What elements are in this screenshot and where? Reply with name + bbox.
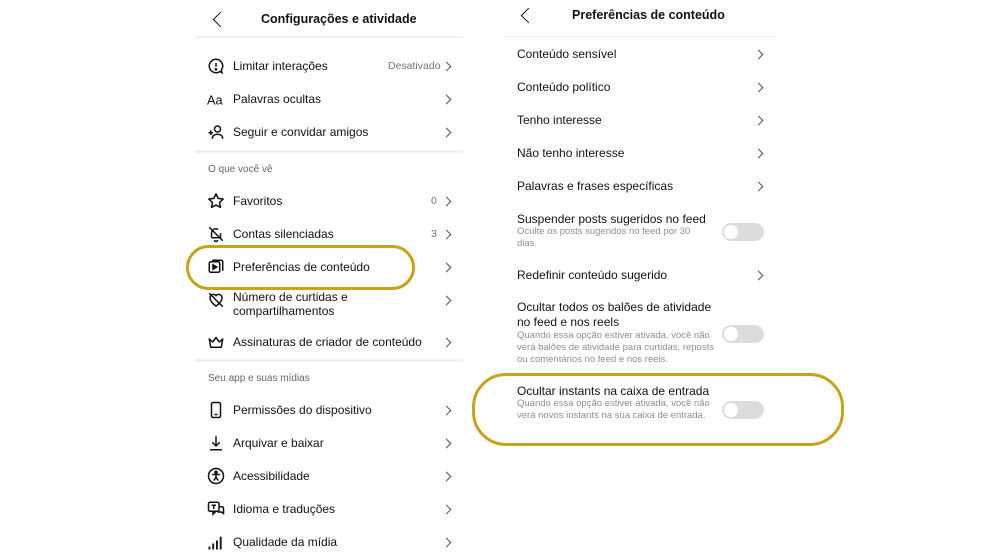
chevron-right-icon (754, 182, 764, 192)
chevron-right-icon (442, 128, 452, 138)
list-item-specific-words[interactable] (505, 176, 777, 198)
list-item-language[interactable] (195, 497, 463, 521)
toggle-description: Oculte os posts sugeridos no feed por 30 dias. (517, 226, 691, 249)
chevron-right-icon (442, 472, 452, 482)
chevron-right-icon (442, 439, 452, 449)
chevron-right-icon (442, 62, 452, 72)
chevron-right-icon (442, 230, 452, 240)
toggle-label: Ocultar instants na caixa de entrada (517, 384, 710, 398)
section-divider (195, 150, 463, 153)
text-aa-icon (207, 90, 225, 108)
toggle-description: Quando essa opção estiver ativada, você não verá novos instants na sua caixa de entrada. (517, 398, 710, 421)
highlight-ring (186, 245, 415, 290)
page-title: Preferências de conteúdo (572, 8, 725, 22)
page-title: Configurações e atividade (261, 12, 417, 26)
accessibility-icon (207, 467, 225, 485)
crown-icon (207, 333, 225, 351)
list-item-muted-accounts[interactable] (195, 222, 463, 246)
item-label: Favoritos (233, 194, 283, 208)
section-label-what-you-see: O que você vê (208, 164, 273, 175)
svg-text:Aa: Aa (207, 92, 223, 108)
hide-activity-bubbles-toggle[interactable] (722, 325, 764, 343)
list-item-device-permissions[interactable] (195, 398, 463, 422)
item-label: Conteúdo político (517, 80, 611, 94)
list-item-sensitive-content[interactable] (505, 44, 777, 66)
chevron-right-icon (754, 50, 764, 60)
item-label: Número de curtidas e compartilhamentos (233, 290, 348, 318)
item-label: Palavras ocultas (233, 92, 322, 106)
item-value: 0 (431, 195, 437, 207)
item-value: 3 (431, 228, 437, 240)
list-item-media-quality[interactable] (195, 530, 463, 554)
chevron-right-icon (754, 149, 764, 159)
list-item-follow-invite[interactable] (195, 120, 463, 144)
list-item-political-content[interactable] (505, 77, 777, 99)
list-item-interested[interactable] (505, 110, 777, 132)
star-icon (207, 192, 225, 210)
chevron-right-icon (442, 505, 452, 515)
item-label: Não tenho interesse (517, 146, 625, 160)
item-label: Contas silenciadas (233, 227, 334, 241)
chevron-right-icon (442, 197, 452, 207)
chevron-right-icon (442, 338, 452, 348)
alert-circle-icon (207, 57, 225, 75)
chevron-right-icon (754, 83, 764, 93)
chevron-right-icon (442, 538, 452, 548)
content-preferences-panel (505, 0, 777, 554)
item-label: Tenho interesse (517, 113, 602, 127)
item-label: Idioma e traduções (233, 502, 336, 516)
item-label: Conteúdo sensível (517, 47, 617, 61)
chevron-left-icon[interactable] (213, 12, 229, 28)
item-value: Desativado (388, 60, 441, 72)
divider (195, 36, 463, 38)
list-item-hidden-words[interactable] (195, 87, 463, 111)
item-label: Limitar interações (233, 59, 328, 73)
item-label: Redefinir conteúdo sugerido (517, 268, 668, 282)
list-item-favorites[interactable] (195, 189, 463, 213)
toggle-row-hide-activity-bubbles (505, 298, 777, 370)
item-label: Preferências de conteúdo (233, 260, 370, 274)
add-person-icon (207, 123, 225, 141)
item-label: Assinaturas de criador de conteúdo (233, 335, 422, 349)
chevron-right-icon (442, 263, 452, 273)
translate-icon (207, 500, 225, 518)
chevron-right-icon (442, 296, 452, 306)
item-label: Acessibilidade (233, 469, 310, 483)
list-item-like-counts[interactable] (195, 288, 463, 320)
divider (505, 36, 777, 37)
list-item-archive-download[interactable] (195, 431, 463, 455)
item-label: Palavras e frases específicas (517, 179, 674, 193)
header (505, 0, 777, 38)
item-label: Permissões do dispositivo (233, 403, 372, 417)
chevron-right-icon (442, 95, 452, 105)
chevron-right-icon (442, 406, 452, 416)
list-item-limit-interactions[interactable] (195, 54, 463, 78)
toggle-knob (724, 225, 738, 239)
heart-off-icon (207, 291, 225, 309)
item-label: Arquivar e baixar (233, 436, 324, 450)
item-label: Qualidade da mídia (233, 535, 338, 549)
chevron-right-icon (754, 116, 764, 126)
phone-icon (207, 401, 225, 419)
toggle-description: Quando essa opção estiver ativada, você não verá balões de atividade para curtidas, reposts ou comentários no feed e nos reels. (517, 330, 714, 365)
item-label: Seguir e convidar amigos (233, 125, 369, 139)
highlight-ring (472, 373, 844, 446)
header (195, 0, 463, 38)
chevron-right-icon (754, 271, 764, 281)
list-item-reset-suggested[interactable] (505, 265, 777, 287)
signal-bars-icon (207, 533, 225, 551)
pause-suggested-posts-toggle[interactable] (722, 223, 764, 241)
chevron-left-icon[interactable] (521, 8, 537, 24)
toggle-label: Suspender posts sugeridos no feed (517, 212, 706, 226)
bell-off-icon (207, 225, 225, 243)
list-item-creator-subscriptions[interactable] (195, 330, 463, 354)
section-label-your-app: Seu app e suas mídias (208, 373, 310, 384)
section-divider (195, 359, 463, 362)
list-item-not-interested[interactable] (505, 143, 777, 165)
list-item-accessibility[interactable] (195, 464, 463, 488)
toggle-row-pause-suggested-posts (505, 210, 777, 252)
toggle-label: Ocultar todos os balões de atividade no feed e nos reels (517, 300, 712, 329)
download-icon (207, 434, 225, 452)
toggle-knob (724, 327, 738, 341)
